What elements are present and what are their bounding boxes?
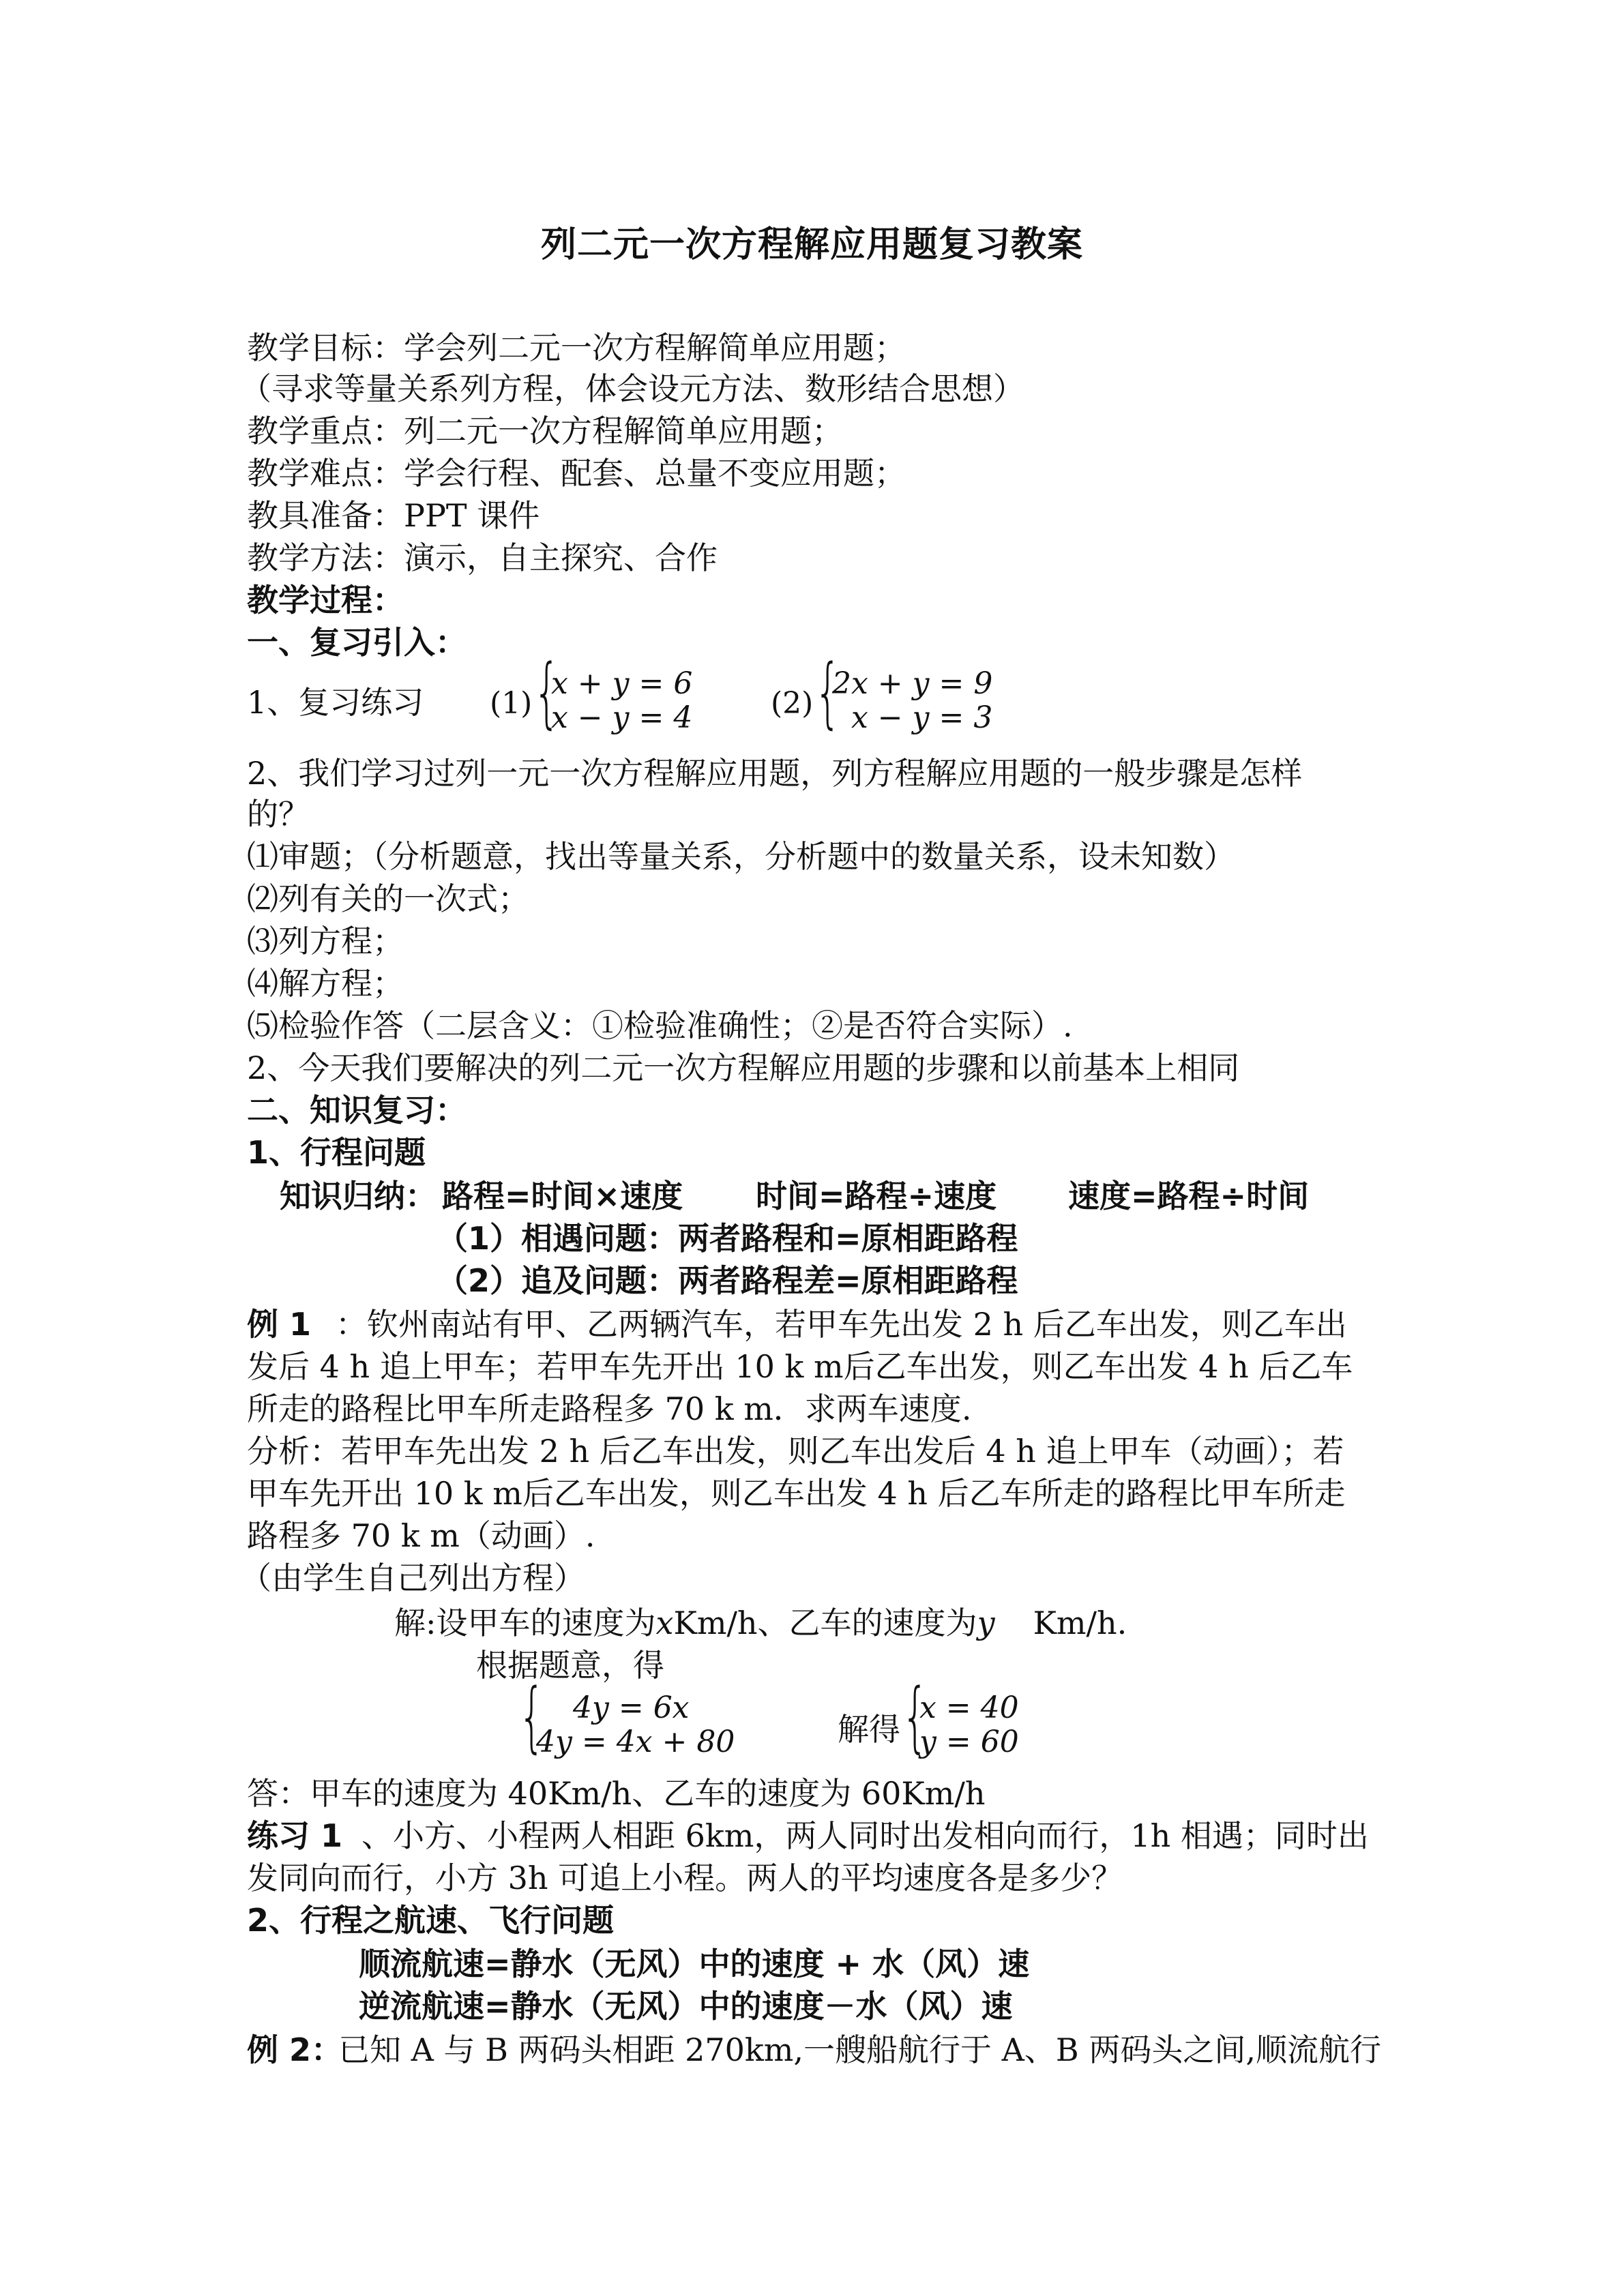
brace-icon: { [814,648,842,737]
system-equation-1: 4y = 6x [573,1690,690,1725]
solution-setup-c: Km/h. [1033,1605,1127,1641]
downstream-formula: 顺流航速=静水（无风）中的速度 + 水（风）速 [359,1945,1030,1982]
analysis-line-3: 路程多 70 k m（动画）. [247,1517,595,1554]
brace-icon: { [902,1673,929,1761]
example-1-label: 例 1 [247,1306,312,1343]
sailing-problem-heading: 2、行程之航速、飞行问题 [247,1902,615,1939]
step-2: ⑵列有关的一次式； [247,880,529,917]
review-practice-label: 1、复习练习 [247,684,424,721]
example-2-line-1: 已知 A 与 B 两码头相距 270km,一艘船航行于 A、B 两码头之间,顺流航行 [338,2031,1381,2068]
according-to-problem: 根据题意，得 [476,1647,664,1684]
meeting-problem: （1）相遇问题：两者路程和=原相距路程 [437,1220,1018,1257]
teaching-method: 教学方法：演示，自主探究、合作 [247,539,718,576]
example-1-line-3: 所走的路程比甲车所走路程多 70 k m．求两车速度. [247,1390,972,1427]
result-y: y = 60 [919,1725,1019,1759]
analysis-line-1: 分析：若甲车先出发 2 h 后乙车出发，则乙车出发后 4 h 追上甲车（动画）；若 [247,1433,1344,1470]
practice-1-line-1: 、小方、小程两人相距 6km，两人同时出发相向而行，1h 相遇；同时出 [361,1817,1369,1854]
travel-problem-heading: 1、行程问题 [247,1134,426,1171]
variable-y: y [977,1605,995,1641]
teaching-process-heading: 教学过程： [247,582,404,618]
solved-label: 解得 [838,1711,900,1748]
problem-1-label: (1) [490,686,533,721]
answer: 答：甲车的速度为 40Km/h、乙车的速度为 60Km/h [247,1775,986,1812]
student-note: （由学生自己列出方程） [240,1560,585,1596]
practice-1-line-2: 发同向而行，小方 3h 可追上小程。两人的平均速度各是多少？ [247,1860,1123,1896]
teaching-tools: 教具准备：PPT 课件 [247,497,540,534]
brace-icon: { [533,648,561,737]
step-3: ⑶列方程； [247,923,404,959]
problem-2-label: (2) [771,686,814,721]
system-equation-2: 4y = 4x + 80 [536,1725,735,1759]
formula-speed: 速度=路程÷时间 [1068,1178,1310,1214]
question-2-line-2: 的？ [247,796,310,833]
variable-x: x [655,1605,674,1641]
today-intro: 2、今天我们要解决的列二元一次方程解应用题的步骤和以前基本上相同 [247,1049,1240,1086]
example-1-line-2: 发后 4 h 追上甲车；若甲车先开出 10 k m后乙车出发，则乙车出发 4 h 后乙车 [247,1348,1353,1385]
document-title: 列二元一次方程解应用题复习教案 [540,224,1083,265]
solution-setup-b: Km/h、乙车的速度为 [673,1605,977,1641]
problem-2-equation-1: 2x + y = 9 [832,666,993,701]
problem-1-equation-1: x + y = 6 [551,666,693,701]
example-1-line-1: ：钦州南站有甲、乙两辆汽车，若甲车先出发 2 h 后乙车出发，则乙车出 [336,1306,1347,1343]
solution-setup [394,1602,1127,1643]
problem-2-equation-2: x − y = 3 [851,700,993,735]
knowledge-summary-label: 知识归纳： [280,1178,437,1214]
teaching-key-point: 教学重点：列二元一次方程解简单应用题； [247,413,843,449]
section-review-heading: 一、复习引入： [247,624,467,661]
step-1: ⑴审题；（分析题意，找出等量关系，分析题中的数量关系，设未知数） [247,838,1235,875]
step-5: ⑸检验作答（二层含义：①检验准确性；②是否符合实际）. [247,1007,1073,1044]
practice-1-label: 练习 1 [247,1817,343,1854]
teaching-difficulty: 教学难点：学会行程、配套、总量不变应用题； [247,455,906,492]
formula-distance: 路程=时间×速度 [442,1178,683,1214]
question-2-line-1: 2、我们学习过列一元一次方程解应用题，列方程解应用题的一般步骤是怎样 [247,755,1303,792]
teaching-goal: 教学目标：学会列二元一次方程解简单应用题； [247,329,906,366]
solution-setup-a: 解:设甲车的速度为 [394,1605,656,1641]
section-knowledge-heading: 二、知识复习： [247,1092,467,1129]
formula-time: 时间=路程÷速度 [756,1178,997,1214]
result-x: x = 40 [919,1690,1019,1725]
problem-1-equation-2: x − y = 4 [551,700,693,735]
chase-problem: （2）追及问题：两者路程差=原相距路程 [437,1262,1018,1299]
step-4: ⑷解方程； [247,965,404,1002]
brace-icon: { [518,1673,546,1761]
example-2-label: 例 2： [247,2031,343,2068]
teaching-goal-note: （寻求等量关系列方程，体会设元方法、数形结合思想） [240,370,1024,407]
analysis-line-2: 甲车先开出 10 k m后乙车出发，则乙车出发 4 h 后乙车所走的路程比甲车所走 [247,1475,1346,1512]
upstream-formula: 逆流航速=静水（无风）中的速度－水（风）速 [359,1988,1013,2025]
